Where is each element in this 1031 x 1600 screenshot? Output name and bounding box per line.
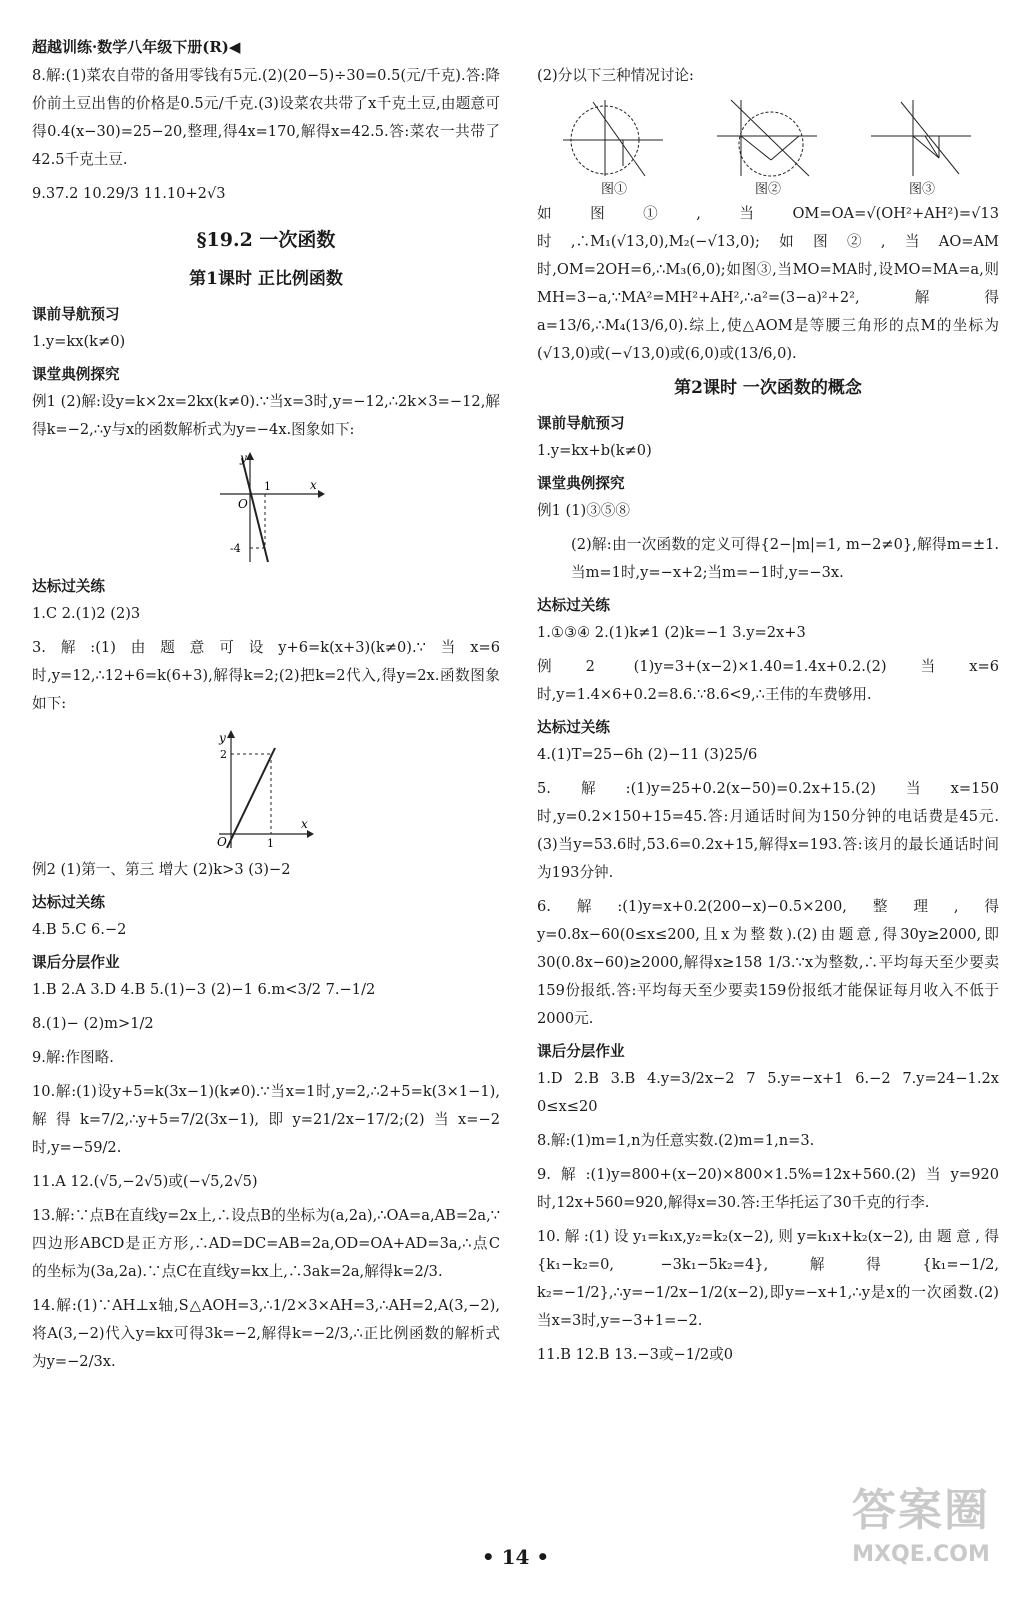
- x-arrow: [307, 830, 314, 838]
- figure-2: [713, 96, 823, 200]
- lesson2-homework-11-13: 11.B 12.B 13.−3或−1/2或0: [537, 1346, 734, 1363]
- segment-oa: [913, 136, 939, 158]
- lesson2-example-1: 例1 (1)③⑤⑧: [537, 502, 630, 519]
- lesson2-homework-10: 10.解:(1)设y₁=k₁x,y₂=k₂(x−2),则y=k₁x+k₂(x−2),由题意,得{k₁−k₂=0, −3k₁−5k₂=4},解得{k₁=−1/2, k₂=−1/2},∴y=−1/2x−1/2(x−2),即y=−x+1,∴y是x的一次函数.(2)当x=3时,y=−3+1=−2.: [537, 1228, 999, 1329]
- figure-1-drawing: [559, 96, 669, 180]
- origin-label: O: [217, 835, 227, 849]
- figure-2-caption: 图②: [754, 182, 781, 197]
- discussion-text: 如图①,当OM=OA=√(OH²+AH²)=√13时,∴M₁(√13,0),M₂(−√13,0);如图②,当AO=AM时,OM=2OH=6,∴M₃(6,0);如图③,当MO=MA时,设MO=MA=a,则MH=3−a,∵MA²=MH²+AH²,∴a²=(3−a)²+2²,解得a=13/6,∴M₄(13/6,0).综上,使△AOM是等腰三角形的点M的坐标为(√13,0)或(−√13,0)或(6,0)或(13/6,0).: [537, 204, 999, 362]
- tick-y-label: -4: [230, 542, 241, 555]
- lesson2-homework-9: 9.解:(1)y=800+(x−20)×800×1.5%=12x+560.(2)当y=920时,12x+560=920,解得x=30.答:王华托运了30千克的行李.: [537, 1166, 999, 1211]
- figure-1: [559, 96, 669, 200]
- lesson2-homework-8: 8.解:(1)m=1,n为任意实数.(2)m=1,n=3.: [537, 1132, 815, 1149]
- circle: [739, 112, 803, 176]
- lesson2-title: 第2课时 一次函数的概念: [674, 377, 862, 398]
- tick-y-label: 2: [220, 748, 227, 761]
- figure-row: [537, 96, 999, 200]
- tick-x-label: 1: [264, 480, 271, 493]
- graph-y-neg4x: [206, 450, 326, 568]
- preview-label: 课前导航预习: [32, 306, 120, 323]
- drill-label-3: 达标过关练: [537, 597, 610, 614]
- graph-y-2x: [211, 724, 321, 852]
- lesson2-drill-4: 4.(1)T=25−6h (2)−11 (3)25/6: [537, 746, 758, 763]
- y-arrow: [227, 730, 235, 738]
- homework-8: 8.(1)− (2)m>1/2: [32, 1015, 154, 1032]
- page-number: • 14 •: [481, 1545, 550, 1569]
- drill-label-2: 达标过关练: [32, 894, 105, 911]
- drill-answers-1-2: 1.C 2.(1)2 (2)3: [32, 605, 141, 622]
- segment-oa: [741, 136, 771, 160]
- watermark-url: MXQE.COM: [852, 1542, 990, 1567]
- function-line: [227, 748, 275, 848]
- left-answer-8: 8.解:(1)菜农自带的备用零钱有5元.(2)(20−5)÷30=0.5(元/千克).答:降价前土豆出售的价格是0.5元/千克.(3)设菜农共带了x千克土豆,由题意可得0.4(x−30)=25−20,整理,得4x=170,解得x=42.5.答:菜农一共带了42.5千克土豆.: [32, 67, 500, 168]
- drill-answers-4-6: 4.B 5.C 6.−2: [32, 921, 127, 938]
- section-title: §19.2 一次函数: [196, 229, 336, 251]
- origin-label: O: [238, 497, 248, 511]
- lesson1-title: 第1课时 正比例函数: [189, 268, 343, 289]
- y-arrow: [246, 452, 254, 460]
- figure-2-drawing: [713, 96, 823, 180]
- homework-label-2: 课后分层作业: [537, 1043, 625, 1060]
- lesson2-drill-6: 6.解:(1)y=x+0.2(200−x)−0.5×200,整理,得y=0.8x−60(0≤x≤200,且x为整数).(2)由题意,得30y≥2000,即30(0.8x−60)≥2000,解得x≥158 1/3.∵x为整数,∴平均每天至少要卖159份报纸.答:平均每天至少要卖159份报纸才能保证每月收入不低于2000元.: [537, 898, 999, 1027]
- lesson2-drill-1-3: 1.①③④ 2.(1)k≠1 (2)k=−1 3.y=2x+3: [537, 624, 806, 641]
- y-label: y: [219, 731, 226, 745]
- lesson2-drill-5: 5.解:(1)y=25+0.2(x−50)=0.2x+15.(2)当x=150时,y=0.2×150+15=45.答:月通话时间为150分钟的电话费是45元.(3)当y=53.6时,53.6=0.2x+15,解得x=193.答:该月的最长通话时间为193分钟.: [537, 780, 999, 881]
- y-label: y: [240, 451, 247, 465]
- figure-3-drawing: [867, 96, 977, 180]
- example-2: 例2 (1)第一、第三 增大 (2)k>3 (3)−2: [32, 861, 291, 878]
- tick-x-label: 1: [267, 837, 274, 850]
- watermark-logo: [836, 1478, 1006, 1571]
- preview-answer: 1.y=kx(k≠0): [32, 333, 126, 350]
- explore-label-2: 课堂典例探究: [537, 475, 625, 492]
- homework-11-12: 11.A 12.(√5,−2√5)或(−√5,2√5): [32, 1173, 258, 1190]
- lesson2-example-1-part2: (2)解:由一次函数的定义可得{2−|m|=1, m−2≠0},解得m=±1.当m=1时,y=−x+2;当m=−1时,y=−3x.: [571, 536, 999, 581]
- drill-label-4: 达标过关练: [537, 719, 610, 736]
- example-1: 例1 (2)解:设y=k×2x=2kx(k≠0).∵当x=3时,y=−12,∴2k×3=−12,解得k=−2,∴y与x的函数解析式为y=−4x.图象如下:: [32, 393, 500, 438]
- figure-1-caption: 图①: [600, 182, 627, 197]
- figure-3-caption: 图③: [908, 182, 935, 197]
- x-arrow: [318, 490, 325, 498]
- explore-label: 课堂典例探究: [32, 366, 120, 383]
- lesson2-example-2: 例2 (1)y=3+(x−2)×1.40=1.4x+0.2.(2)当x=6时,y=1.4×6+0.2=8.6.∵8.6<9,∴王伟的车费够用.: [537, 658, 999, 703]
- homework-1-7: 1.B 2.A 3.D 4.B 5.(1)−3 (2)−1 6.m<3/2 7.−1/2: [32, 981, 376, 998]
- watermark-text: 答案圈: [852, 1485, 990, 1536]
- homework-label: 课后分层作业: [32, 954, 120, 971]
- preview-answer-2: 1.y=kx+b(k≠0): [537, 442, 652, 459]
- left-answer-9-11: 9.37.2 10.29/3 11.10+2√3: [32, 185, 226, 202]
- line-oa: [593, 102, 645, 176]
- x-label: x: [310, 478, 317, 492]
- homework-10: 10.解:(1)设y+5=k(3x−1)(k≠0).∵当x=1时,y=2,∴2+5=k(3×1−1),解得k=7/2,∴y+5=7/2(3x−1),即y=21/2x−17/2;(2)当x=−2时,y=−59/2.: [32, 1083, 500, 1156]
- figure-3: [867, 96, 977, 200]
- homework-13: 13.解:∵点B在直线y=2x上,∴设点B的坐标为(a,2a),∴OA=a,AB=2a,∵四边形ABCD是正方形,∴AD=DC=AB=2a,OD=OA+AD=3a,∴点C的坐标为(3a,2a).∵点C在直线y=kx上,∴3ak=2a,解得k=2/3.: [32, 1207, 500, 1280]
- discussion-intro: (2)分以下三种情况讨论:: [537, 67, 694, 84]
- x-label: x: [301, 817, 308, 831]
- drill-label-1: 达标过关练: [32, 578, 105, 595]
- left-column: [32, 62, 500, 1382]
- lesson2-homework-1-7: 1.D 2.B 3.B 4.y=3/2x−2 7 5.y=−x+1 6.−2 7.y=24−1.2x 0≤x≤20: [537, 1070, 999, 1115]
- homework-9: 9.解:作图略.: [32, 1049, 114, 1066]
- segment-am: [771, 136, 799, 160]
- running-header: 超越训练·数学八年级下册(R)◀: [32, 38, 241, 56]
- right-column: [537, 62, 999, 1375]
- preview-label-2: 课前导航预习: [537, 415, 625, 432]
- line-oa: [901, 102, 959, 174]
- drill-answer-3: 3.解:(1)由题意可设y+6=k(x+3)(k≠0).∵当x=6时,y=12,∴12+6=k(6+3),解得k=2;(2)把k=2代入,得y=2x.函数图象如下:: [32, 639, 500, 712]
- homework-14: 14.解:(1)∵AH⊥x轴,S△AOH=3,∴1/2×3×AH=3,∴AH=2,A(3,−2),将A(3,−2)代入y=kx可得3k=−2,解得k=−2/3,∴正比例函数的解析式为y=−2/3x.: [32, 1297, 500, 1370]
